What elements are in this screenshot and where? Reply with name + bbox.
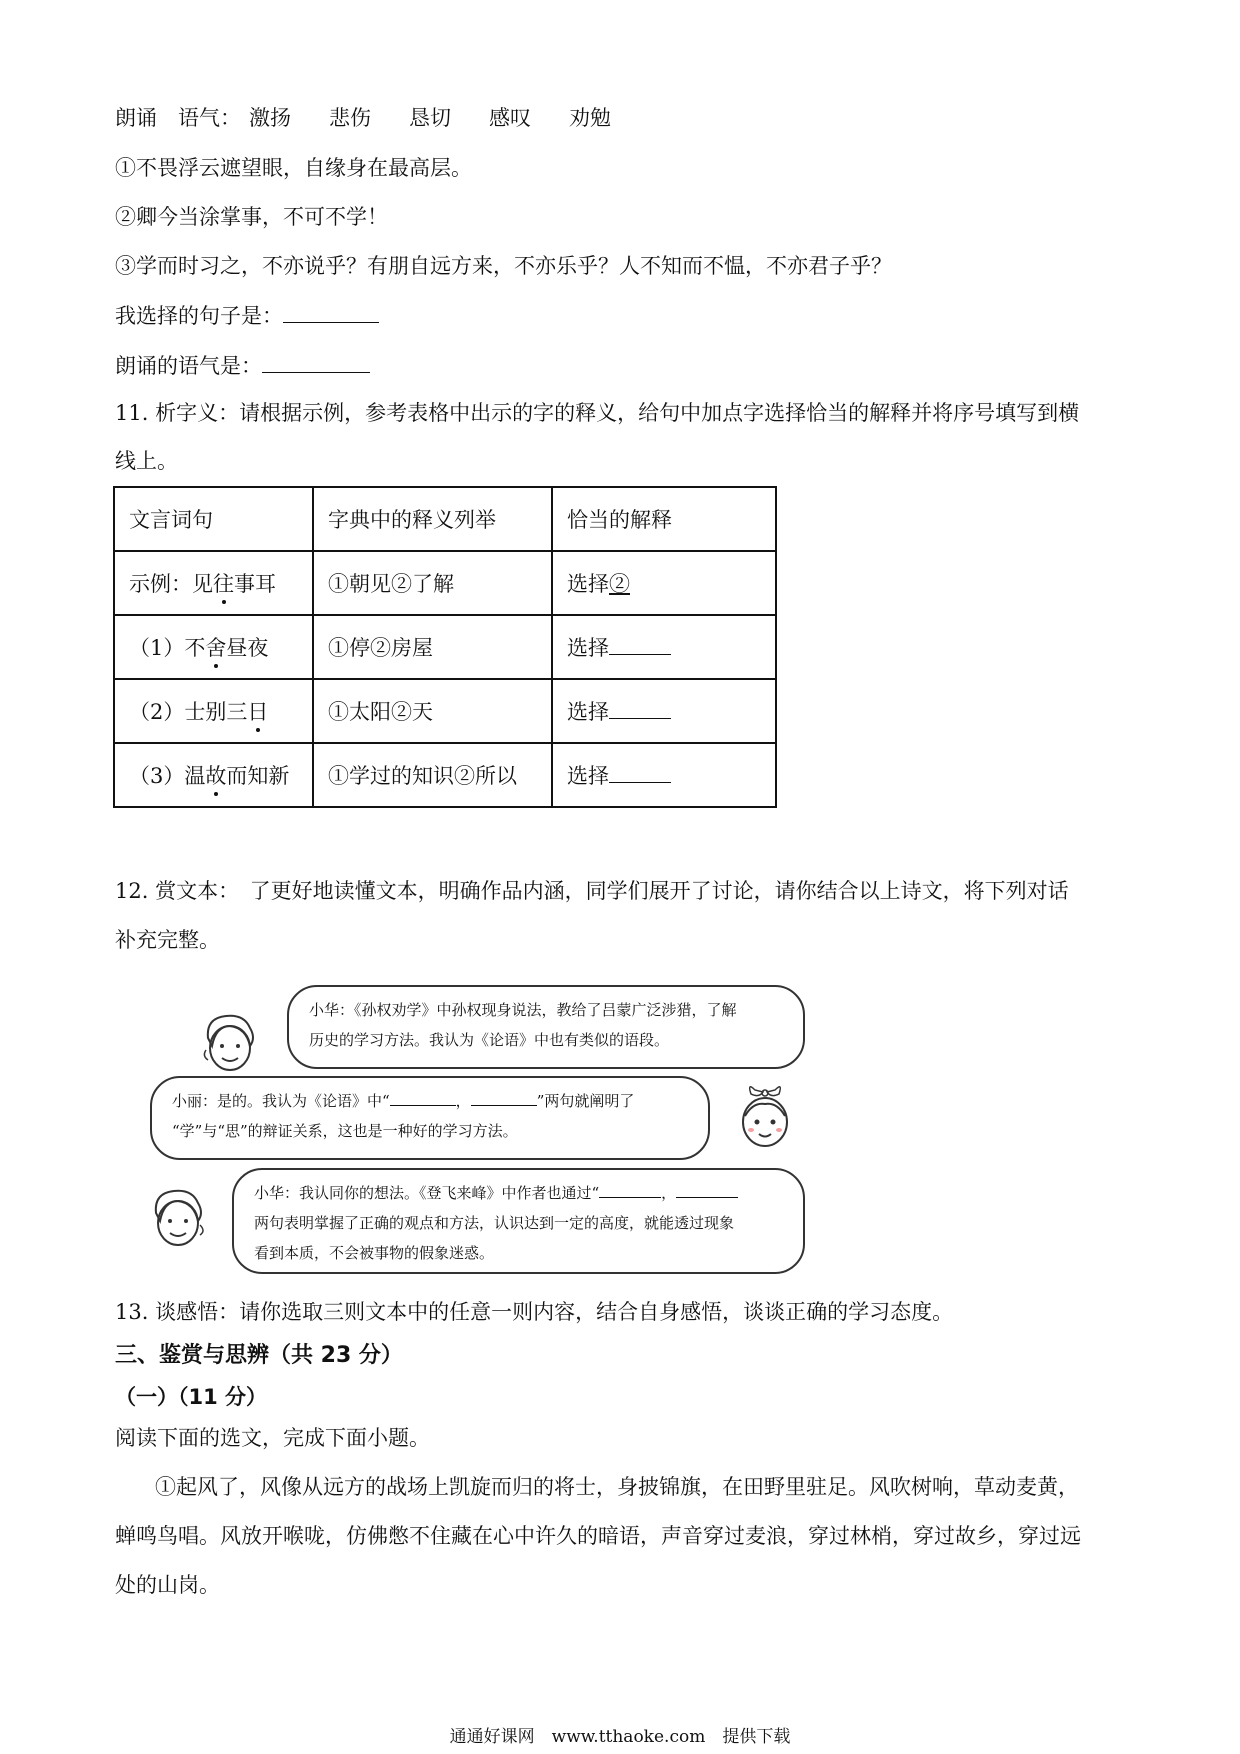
table-row — [114, 551, 776, 615]
girl-face-icon — [733, 1080, 797, 1152]
choice-label: 选择 — [567, 572, 609, 596]
q11-line-1: 11. 析字义：请根据示例，参考表格中出示的字的释义，给句中加点字选择恰当的解释并将序号填写到横 — [115, 401, 1080, 425]
table-header: 字典中的释义列举 — [313, 487, 552, 551]
q12-line-1: 12. 赏文本： 了更好地读懂文本，明确作品内涵，同学们展开了讨论，请你结合以上诗文，将下列对话 — [115, 879, 1069, 903]
phrase-text: （3）温 — [129, 764, 206, 788]
subsection-1-heading: （一）（11 分） — [115, 1385, 268, 1409]
choice-blank[interactable] — [609, 760, 671, 783]
dialog-bubble-2 — [150, 1076, 710, 1160]
passage-line-3: 处的山岗。 — [115, 1573, 220, 1597]
bubble-text: ， — [455, 1092, 471, 1110]
dialog-bubble-3 — [232, 1168, 805, 1274]
defs-cell: ①太阳②天 — [313, 679, 552, 743]
boy-face-icon — [148, 1185, 208, 1251]
dialog-blank[interactable] — [471, 1089, 537, 1106]
dialog-bubble-1 — [287, 985, 805, 1069]
bubble-text: ， — [661, 1184, 677, 1202]
my-sentence-label: 我选择的句子是： — [115, 304, 283, 328]
my-tone-blank[interactable] — [262, 350, 370, 373]
table-header: 文言词句 — [114, 487, 313, 551]
choice-cell — [552, 615, 776, 679]
phrase-cell — [114, 679, 313, 743]
my-sentence-blank[interactable] — [283, 300, 379, 323]
definition-table — [113, 486, 777, 808]
table-header: 恰当的解释 — [552, 487, 776, 551]
phrase-cell — [114, 551, 313, 615]
sentence-3: ③学而时习之，不亦说乎？有朋自远方来，不亦乐乎？人不知而不愠，不亦君子乎？ — [115, 254, 892, 278]
bubble-text: 小华：我认同你的想法。《登飞来峰》中作者也通过“ — [254, 1184, 600, 1202]
phrase-text: （1）不 — [129, 636, 206, 660]
choice-cell — [552, 679, 776, 743]
my-tone-line — [115, 350, 370, 381]
bubble-1-line-1: 小华：《孙权劝学》中孙权现身说法，教给了吕蒙广泛涉猎，了解 — [309, 1001, 737, 1019]
defs-cell: ①学过的知识②所以 — [313, 743, 552, 807]
dotted-char: 故 — [205, 760, 226, 790]
bubble-text: 小丽：是的。我认为《论语》中“ — [172, 1092, 390, 1110]
choice-label: 选择 — [567, 764, 609, 788]
phrase-text: （2）士别三 — [129, 700, 248, 724]
tone-option: 激扬 — [249, 106, 291, 130]
table-header-row — [114, 487, 776, 551]
bubble-1-line-2: 历史的学习方法。我认为《论语》中也有类似的语段。 — [309, 1031, 670, 1049]
dialog-blank[interactable] — [676, 1181, 738, 1198]
q12-line-2: 补充完整。 — [115, 928, 220, 952]
choice-blank[interactable] — [609, 696, 671, 719]
choice-label: 选择 — [567, 636, 609, 660]
phrase-cell — [114, 615, 313, 679]
table-row — [114, 615, 776, 679]
choice-cell — [552, 551, 776, 615]
bubble-2-line-2: “学”与“思”的辩证关系，这也是一种好的学习方法。 — [172, 1122, 518, 1140]
bubble-text: ”两句就阐明了 — [536, 1092, 635, 1110]
defs-cell: ①停②房屋 — [313, 615, 552, 679]
tone-option: 劝勉 — [569, 106, 611, 130]
table-row — [114, 743, 776, 807]
choice-cell — [552, 743, 776, 807]
passage-line-1: ①起风了，风像从远方的战场上凯旋而归的将士，身披锦旗，在田野里驻足。风吹树响，草动麦黄， — [155, 1475, 1079, 1499]
section-3-heading: 三、鉴赏与思辨（共 23 分） — [115, 1343, 403, 1368]
bubble-2-line-1 — [172, 1086, 688, 1116]
choice-blank[interactable] — [609, 632, 671, 655]
my-sentence-line — [115, 300, 379, 331]
tone-line — [115, 103, 649, 133]
dotted-char: 舍 — [205, 632, 226, 662]
phrase-text: 事耳 — [234, 572, 276, 596]
phrase-text: 而知新 — [226, 764, 290, 788]
tone-option: 恳切 — [409, 106, 451, 130]
sentence-2: ②卿今当涂掌事，不可不学！ — [115, 205, 388, 229]
q11-line-2: 线上。 — [115, 449, 178, 473]
choice-label: 选择 — [567, 700, 609, 724]
bubble-3-line-3: 看到本质，不会被事物的假象迷惑。 — [254, 1244, 495, 1262]
my-tone-label: 朗诵的语气是： — [115, 354, 262, 378]
dialog-blank[interactable] — [390, 1089, 456, 1106]
dialog-blank[interactable] — [599, 1181, 661, 1198]
dotted-char: 往 — [213, 568, 234, 598]
tone-option: 悲伤 — [329, 106, 371, 130]
passage-line-2: 蝉鸣鸟唱。风放开喉咙，仿佛憋不住藏在心中许久的暗语，声音穿过麦浪，穿过林梢，穿过故乡，穿过远 — [115, 1524, 1081, 1548]
tone-label: 朗诵 语气： — [115, 106, 241, 130]
phrase-text: 示例：见 — [129, 572, 213, 596]
tone-option: 感叹 — [489, 106, 531, 130]
dotted-char: 日 — [247, 696, 268, 726]
reading-instruction: 阅读下面的选文，完成下面小题。 — [115, 1426, 430, 1450]
phrase-cell — [114, 743, 313, 807]
sentence-1: ①不畏浮云遮望眼，自缘身在最高层。 — [115, 156, 472, 180]
footer-text: 通通好课网 www.tthaoke.com 提供下载 — [449, 1727, 791, 1747]
boy-face-icon — [200, 1010, 260, 1076]
q13: 13. 谈感悟：请你选取三则文本中的任意一则内容，结合自身感悟，谈谈正确的学习态度。 — [115, 1300, 954, 1324]
choice-value: ② — [609, 572, 630, 596]
bubble-3-line-1 — [254, 1178, 783, 1208]
bubble-3-line-2: 两句表明掌握了正确的观点和方法，认识达到一定的高度，就能透过现象 — [254, 1214, 735, 1232]
table-row — [114, 679, 776, 743]
phrase-text: 昼夜 — [226, 636, 269, 660]
defs-cell: ①朝见②了解 — [313, 551, 552, 615]
